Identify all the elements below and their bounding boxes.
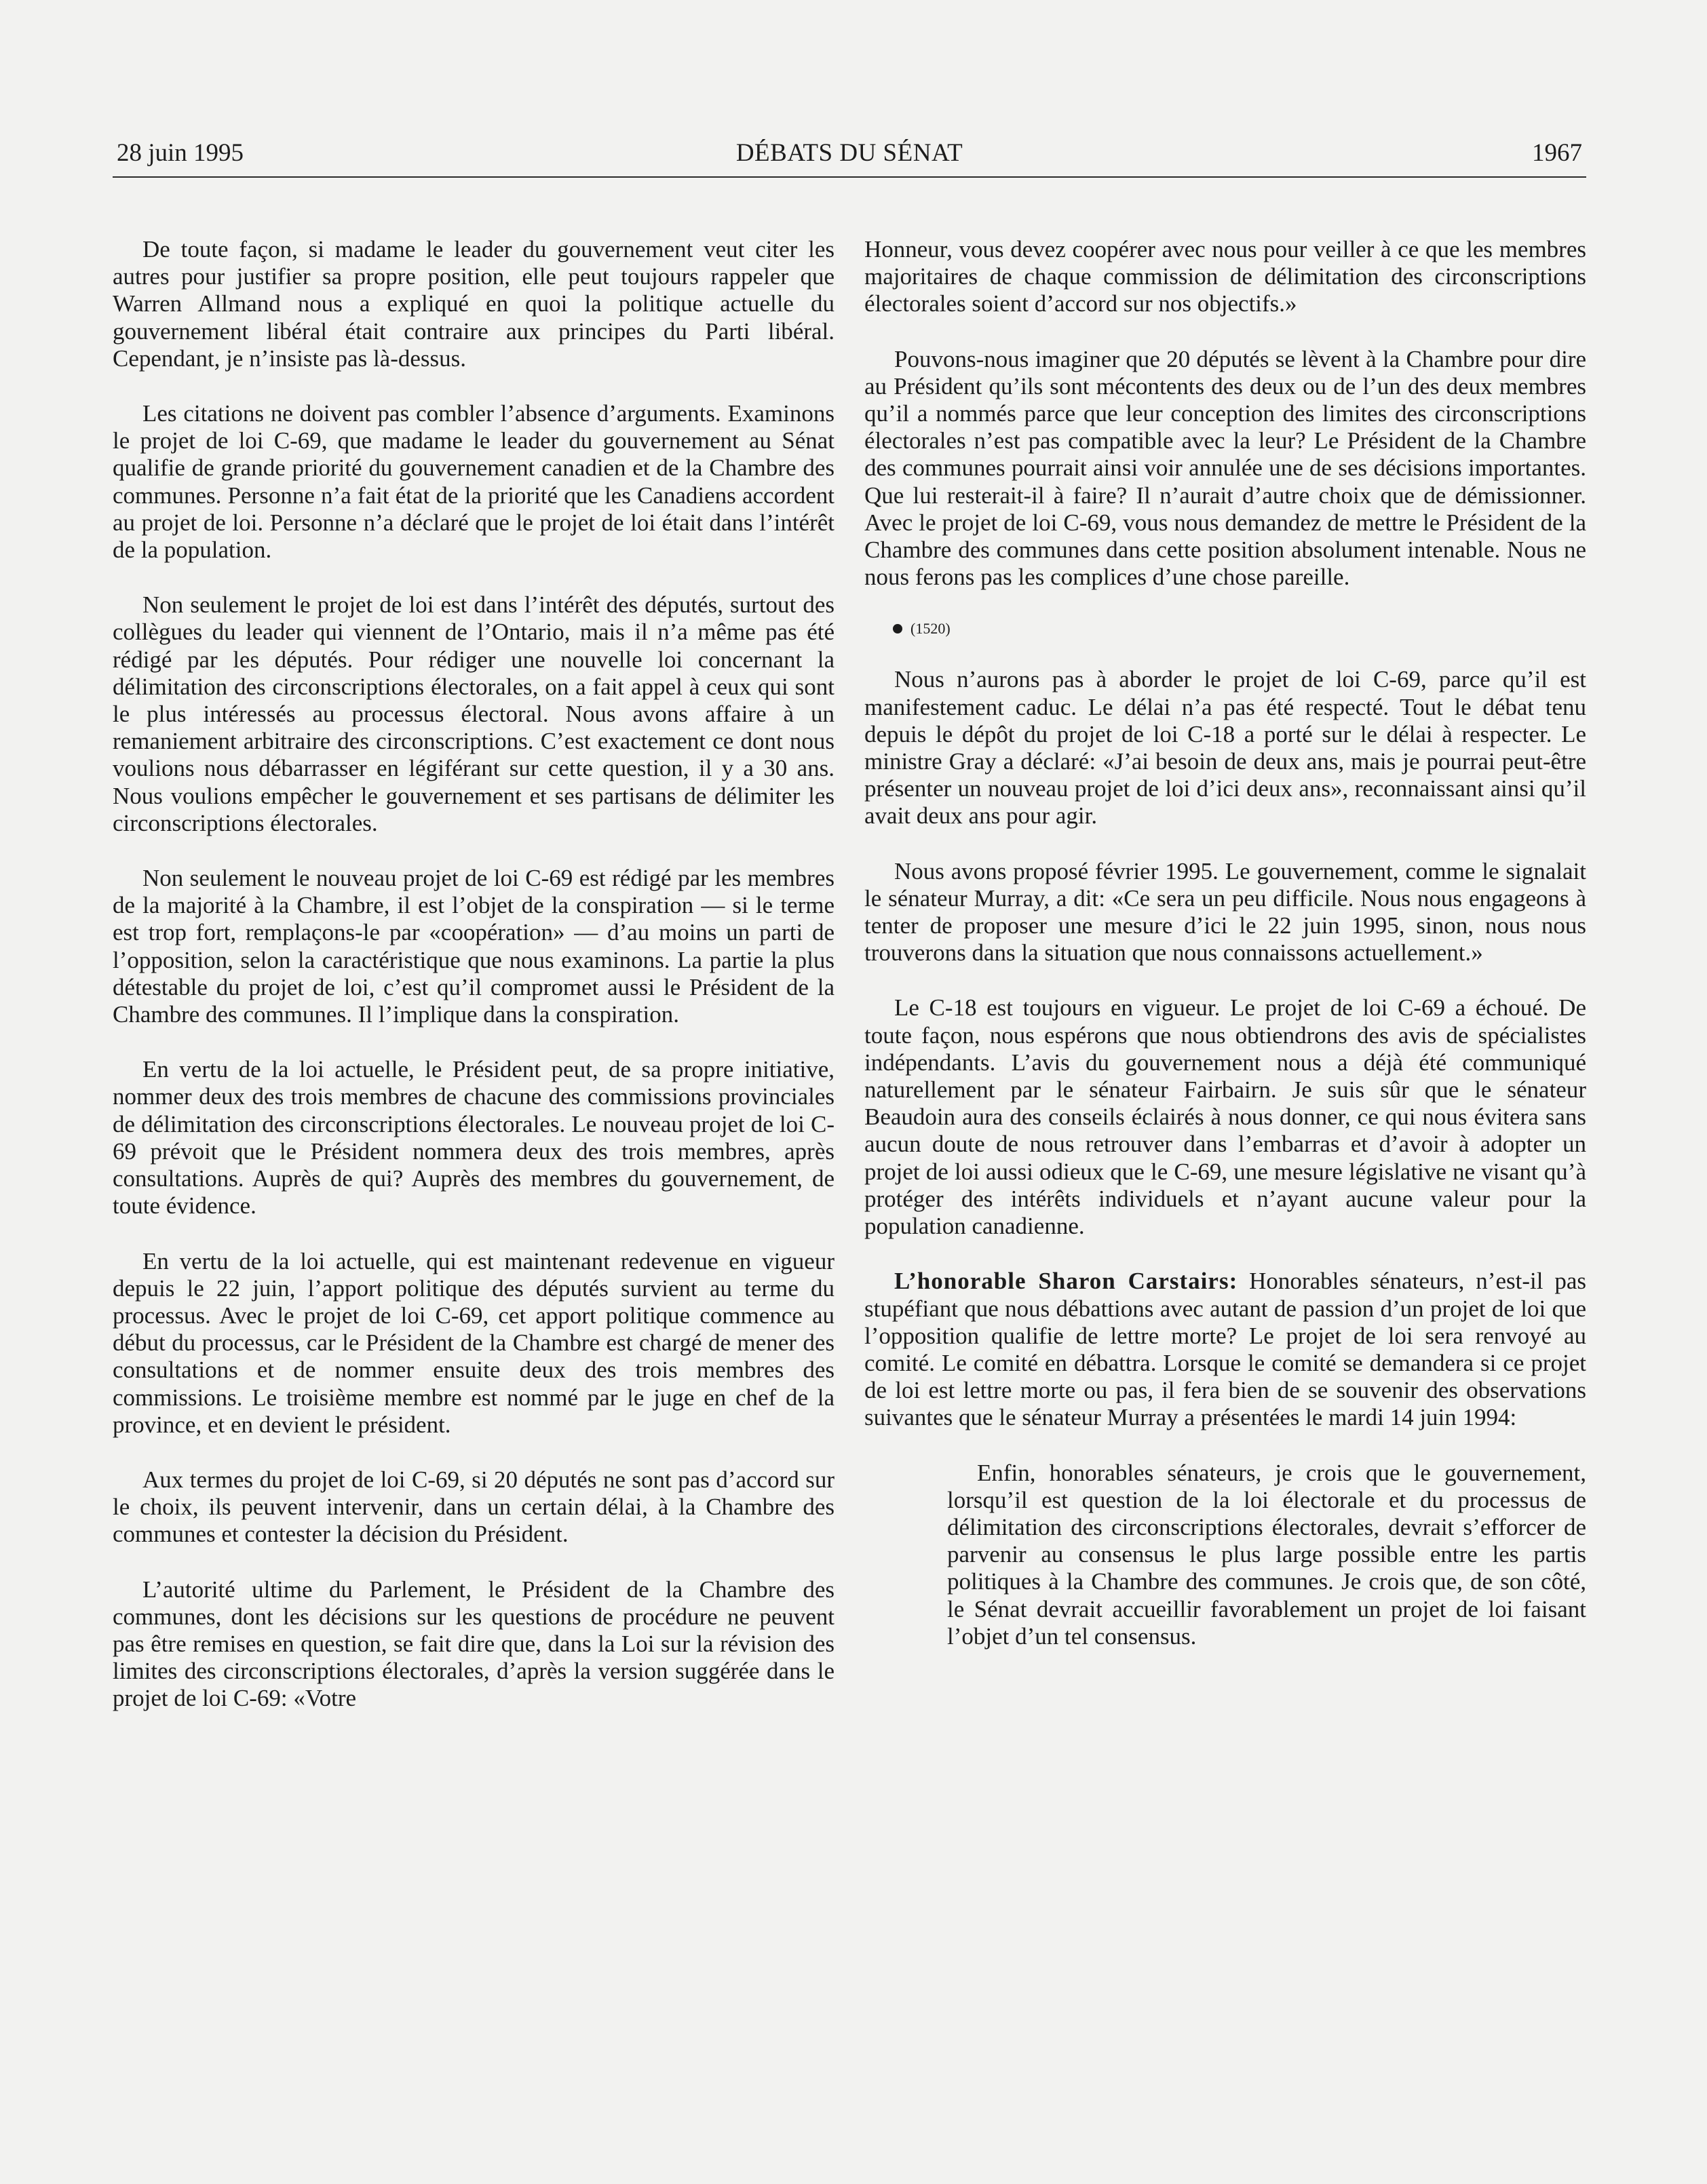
paragraph: Le C-18 est toujours en vigueur. Le projet de loi C-69 a échoué. De toute façon, nous espérons que nous obtiendrons des avis de spécialistes indépendants. L’avis du gouvernement nous a déjà été communiqué naturellement par le sénateur Fairbairn. Je suis sûr que le sénateur Beaudoin aura des conseils éclairés à nous donner, ce qui nous évitera sans aucun doute de nous retrouver dans l’embarras et d’avoir à adopter un projet de loi aussi odieux que le C-69, une mesure législative ne visant qu’à protéger des intérêts individuels et n’ayant aucune valeur pour la population canadienne.	[864, 994, 1586, 1240]
paragraph: Nous avons proposé février 1995. Le gouvernement, comme le signalait le sénateur Murray, a dit: «Ce sera un peu difficile. Nous nous engageons à tenter de proposer une mesure d’ici le 22 juin 1995, sinon, nous nous trouverons dans la situation que nous connaissons actuellement.»	[864, 857, 1586, 967]
paragraph: Nous n’aurons pas à aborder le projet de loi C-69, parce qu’il est manifestement caduc. Le délai n’a pas été respecté. Tout le débat tenu depuis le dépôt du projet de loi C-18 a porté sur le délai à respecter. Le ministre Gray a déclaré: «J’ai besoin de deux ans, mais je pourrai peut-être présenter un nouveau projet de loi d’ici deux ans», reconnaissant ainsi qu’il avait deux ans pour agir.	[864, 666, 1586, 830]
header-date: 28 juin 1995	[117, 139, 244, 167]
block-quote: Enfin, honorables sénateurs, je crois que le gouvernement, lorsqu’il est question de la loi électorale et du processus de délimitation des circonscriptions électorales, devrait s’efforcer de parvenir au consensus le plus large possible entre les partis politiques à la Chambre des communes. Je crois que, de son côté, le Sénat devrait accueillir favorablement un projet de loi faisant l’objet d’un tel consensus.	[947, 1459, 1586, 1650]
right-column	[864, 236, 1586, 1678]
paragraph: Pouvons-nous imaginer que 20 députés se lèvent à la Chambre pour dire au Président qu’ils sont mécontents des deux ou de l’un des deux membres qu’il a nommés parce que leur conception des limites des circonscriptions électorales n’est pas compatible avec la leur? Le Président de la Chambre des communes pourrait ainsi voir annulée une de ses décisions importantes. Que lui resterait-il à faire? Il n’aurait d’autre choix que de démissionner. Avec le projet de loi C-69, vous nous demandez de mettre le Président de la Chambre des communes dans cette position absolument intenable. Nous ne nous ferons pas les complices d’une chose pareille.	[864, 345, 1586, 591]
paragraph-continuation: Honneur, vous devez coopérer avec nous pour veiller à ce que les membres majoritaires de chaque commission de délimitation des circonscriptions électorales soient d’accord sur nos objectifs.»	[864, 236, 1586, 317]
speaker-text: Honorables sénateurs, n’est-il pas stupéfiant que nous débattions avec autant de passion d’un projet de loi que l’opposition qualifie de lettre morte? Le projet de loi sera renvoyé au comité. Le comité en débattra. Lorsque le comité se demandera si ce projet de loi est lettre morte ou pas, il fera bien de se souvenir des observations suivantes que le sénateur Murray a présentées le mardi 14 juin 1994:	[864, 1268, 1586, 1431]
paragraph: Aux termes du projet de loi C-69, si 20 députés ne sont pas d’accord sur le choix, ils peuvent intervenir, dans un certain délai, à la Chambre des communes et contester la décision du Président.	[113, 1466, 835, 1548]
paragraph: L’autorité ultime du Parlement, le Président de la Chambre des communes, dont les décisions sur les questions de procédure ne peuvent pas être remises en question, se fait dire que, dans la Loi sur la révision des limites des circonscriptions électorales, d’après la version suggérée dans le projet de loi C-69: «Votre	[113, 1576, 835, 1712]
page-header	[113, 136, 1586, 178]
bullet-icon	[893, 624, 902, 633]
paragraph: Non seulement le projet de loi est dans l’intérêt des députés, surtout des collègues du leader qui viennent de l’Ontario, mais il n’a même pas été rédigé par les députés. Pour rédiger une nouvelle loi concernant la délimitation des circonscriptions électorales, on a fait appel à ceux qui sont le plus intéressés au processus électoral. Nous avons affaire à un remaniement arbitraire des circonscriptions. C’est exactement ce dont nous voulions nous débarrasser en légiférant sur cette question, il y a 30 ans. Nous voulions empêcher le gouvernement et ses partisans de délimiter les circonscriptions électorales.	[113, 591, 835, 836]
paragraph: De toute façon, si madame le leader du gouvernement veut citer les autres pour justifier sa propre position, elle peut toujours rappeler que Warren Allmand nous a expliqué en quoi la politique actuelle du gouvernement libéral était contraire aux principes du Parti libéral. Cependant, je n’insiste pas là-dessus.	[113, 236, 835, 372]
paragraph: Non seulement le nouveau projet de loi C-69 est rédigé par les membres de la majorité à la Chambre, il est l’objet de la conspiration — si le terme est trop fort, remplaçons-le par «coopération» — d’au moins un parti de l’opposition, selon la caractéristique que nous examinons. La partie la plus détestable du projet de loi, c’est qu’il compromet aussi le Président de la Chambre des communes. Il l’implique dans la conspiration.	[113, 865, 835, 1028]
speaker-name: L’honorable Sharon Carstairs:	[894, 1268, 1238, 1295]
paragraph: En vertu de la loi actuelle, le Président peut, de sa propre initiative, nommer deux des trois membres de chacune des commissions provinciales de délimitation des circonscriptions électorales. Le nouveau projet de loi C-69 prévoit que le Président nommera deux des trois membres, après consultations. Auprès de qui? Auprès des membres du gouvernement, de toute évidence.	[113, 1056, 835, 1220]
time-marker	[893, 619, 1586, 639]
paragraph: Les citations ne doivent pas combler l’absence d’arguments. Examinons le projet de loi C-69, que madame le leader du gouvernement au Sénat qualifie de grande priorité du gouvernement canadien et de la Chambre des communes. Personne n’a fait état de la priorité que les Canadiens accordent au projet de loi. Personne n’a déclaré que le projet de loi était dans l’intérêt de la population.	[113, 400, 835, 564]
speaker-paragraph	[864, 1268, 1586, 1431]
paragraph: En vertu de la loi actuelle, qui est maintenant redevenue en vigueur depuis le 22 juin, l’apport politique des députés survient au terme du processus. Avec le projet de loi C-69, cet apport politique commence au début du processus, car le Président de la Chambre est chargé de mener des consultations et de nommer ensuite deux des trois membres des commissions. Le troisième membre est nommé par le juge en chef de la province, et en devient le président.	[113, 1247, 835, 1438]
left-column	[113, 236, 835, 1740]
page-number: 1967	[1532, 139, 1582, 167]
time-marker-label: (1520)	[910, 620, 951, 638]
header-title: DÉBATS DU SÉNAT	[735, 139, 963, 167]
